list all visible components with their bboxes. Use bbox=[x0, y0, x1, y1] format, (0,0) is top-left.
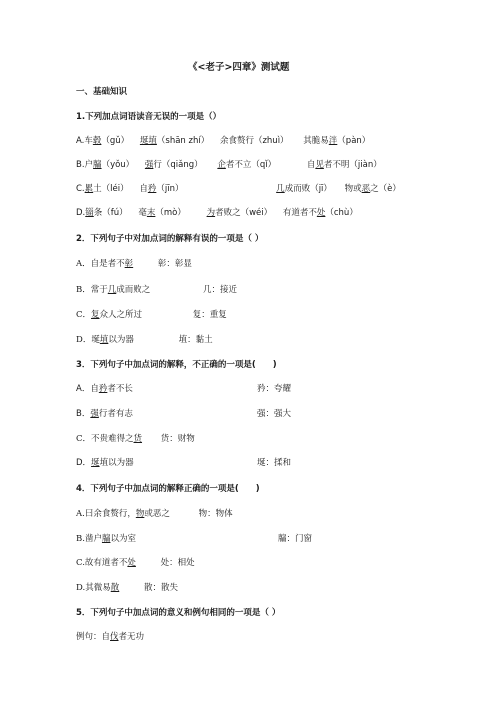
question-3-option-b: B．强行者有志 强：强大 bbox=[76, 409, 292, 419]
question-4-option-b: B.凿户牖以为室 牖：门窗 bbox=[76, 534, 313, 544]
question-5-stem: 5．下列句子中加点词的意义和例句相同的一项是（ ） bbox=[76, 608, 281, 618]
question-1-stem: 1.下列加点词语读音无误的一项是（） bbox=[76, 112, 222, 122]
question-5-example: 例句：自伐者无功 bbox=[76, 632, 145, 642]
question-3-option-a: A．自矜者不长 矜：夸耀 bbox=[76, 384, 292, 394]
question-2-option-d: D．埏埴以为器 埴：黏土 bbox=[76, 335, 213, 345]
question-2-option-a: A．自是者不彰 彰：彰显 bbox=[76, 259, 192, 269]
question-2-option-c: C．复众人之所过 复：重复 bbox=[76, 310, 227, 320]
question-1-option-a: A.车毂（gǔ） 埏埴（shān zhí） 余食赘行（zhuì） 其脆易泮（pàn） bbox=[76, 136, 371, 146]
question-3-option-d: D．埏埴以为器 埏：揉和 bbox=[76, 458, 292, 468]
section-heading: 一、基础知识 bbox=[76, 87, 128, 97]
question-4-option-d: D.其微易散 散：散失 bbox=[76, 583, 178, 593]
question-2-option-b: B．常于几成而败之 几：接近 bbox=[76, 285, 237, 295]
question-1-option-c: C.累土（léi） 自矜（jīn） 几成而败（jī） 物或恶之（è） bbox=[76, 184, 401, 194]
question-3-stem: 3．下列句子中加点词的解释，不正确的一项是( ) bbox=[76, 360, 277, 370]
question-4-stem: 4．下列句子中加点词的解释正确的一项是( ) bbox=[76, 484, 260, 494]
question-4-option-c: C.故有道者不处 处：相处 bbox=[76, 558, 195, 568]
question-1-option-d: D.锱条（fú） 毫末（mò） 为者败之（wéi） 有道者不处（chù） bbox=[76, 208, 358, 218]
question-2-stem: 2．下列句子中对加点词的解释有误的一项是（ ） bbox=[76, 234, 264, 244]
question-1-option-b: B.户牖（yǒu） 强行（qiǎng） 企者不立（qǐ） 自见者不明（jiàn） bbox=[76, 160, 382, 170]
question-3-option-c: C．不贵难得之货 货：财物 bbox=[76, 434, 195, 444]
page-title: 《<老子>四章》测试题 bbox=[188, 62, 290, 73]
question-4-option-a: A.曰余食赘行，物或恶之 物：物体 bbox=[76, 509, 233, 519]
